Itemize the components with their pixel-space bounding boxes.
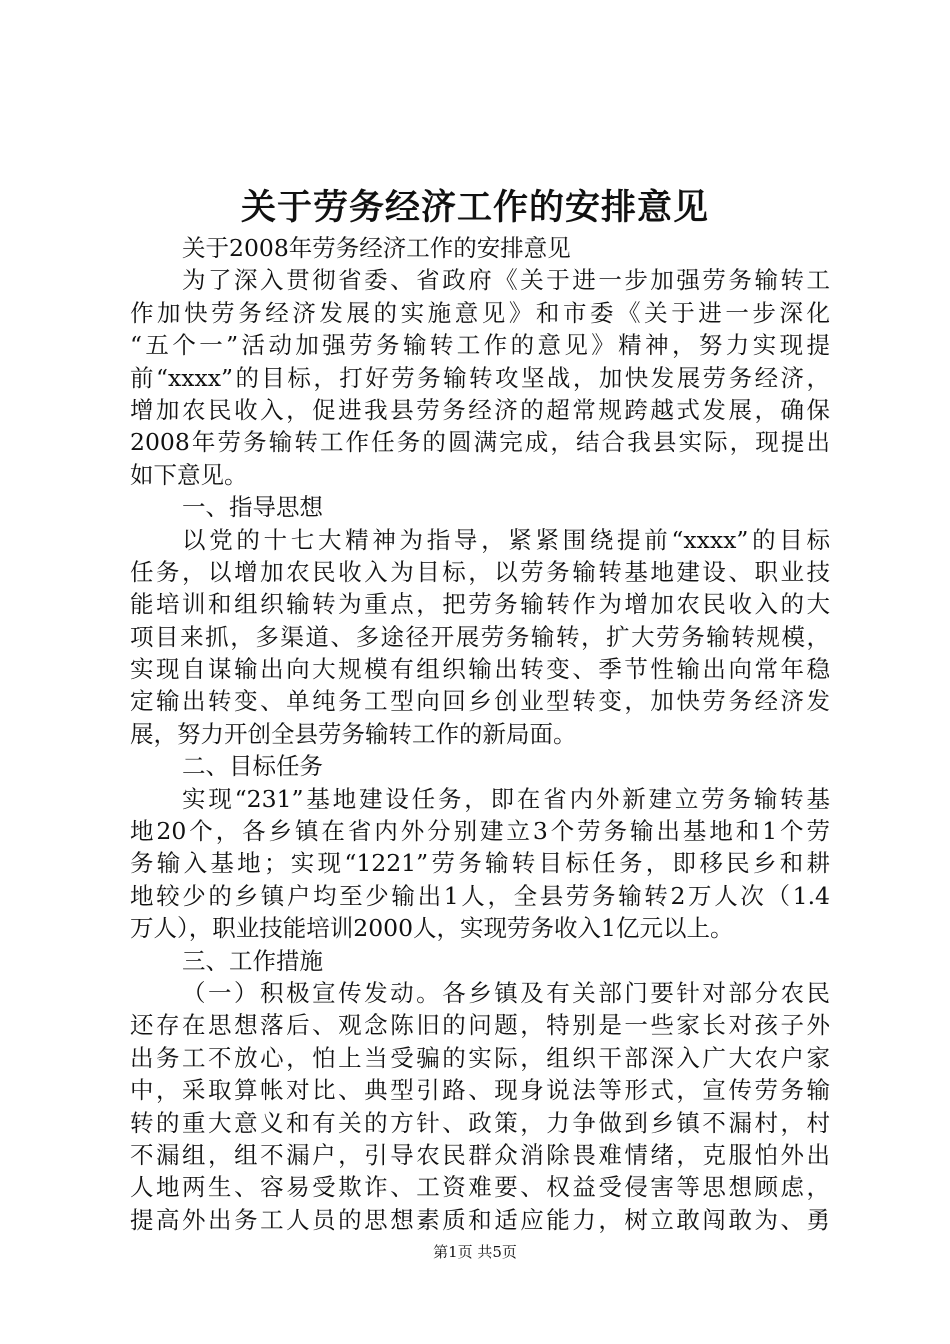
text-line: 定输出转变、单纯务工型向回乡创业型转变，加快劳务经济发	[130, 687, 830, 716]
text-line: （一）积极宣传发动。各乡镇及有关部门要针对部分农民	[182, 978, 830, 1007]
text-line: 项目来抓，多渠道、多途径开展劳务输转，扩大劳务输转规模，	[130, 622, 830, 651]
text-line: 以党的十七大精神为指导，紧紧围绕提前“xxxx”的目标	[182, 525, 830, 554]
section-heading: 三、工作措施	[182, 946, 323, 975]
text-line: 任务，以增加农民收入为目标，以劳务输转基地建设、职业技	[130, 557, 830, 586]
section-heading: 一、指导思想	[182, 493, 323, 522]
text-line: 万人），职业技能培训2000人，实现劳务收入1亿元以上。	[130, 914, 734, 943]
text-line: 地较少的乡镇户均至少输出1人，全县劳务输转2万人次（1.4	[130, 881, 830, 910]
text-line: 还存在思想落后、观念陈旧的问题，特别是一些家长对孩子外	[130, 1011, 830, 1040]
text-line: 实现“231”基地建设任务，即在省内外新建立劳务输转基	[182, 784, 830, 813]
text-line: 前“xxxx”的目标，打好劳务输转攻坚战，加快发展劳务经济，	[130, 363, 830, 392]
text-line: 务输入基地；实现“1221”劳务输转目标任务，即移民乡和耕	[130, 849, 830, 878]
page-footer: 第1页 共5页	[433, 1243, 517, 1261]
text-line: 为了深入贯彻省委、省政府《关于进一步加强劳务输转工	[182, 266, 830, 295]
document-title: 关于劳务经济工作的安排意见	[240, 187, 709, 228]
text-line: 出务工不放心，怕上当受骗的实际，组织干部深入广大农户家	[130, 1043, 830, 1072]
text-line: 2008年劳务输转工作任务的圆满完成，结合我县实际，现提出	[130, 428, 830, 457]
text-line: 增加农民收入，促进我县劳务经济的超常规跨越式发展，确保	[130, 395, 830, 424]
text-line: 能培训和组织输转为重点，把劳务输转作为增加农民收入的大	[130, 590, 830, 619]
document-body	[130, 232, 830, 1236]
text-line: 转的重大意义和有关的方针、政策，力争做到乡镇不漏村，村	[130, 1108, 830, 1137]
text-line: 人地两生、容易受欺诈、工资难要、权益受侵害等思想顾虑，	[130, 1173, 830, 1202]
text-line: 实现自谋输出向大规模有组织输出转变、季节性输出向常年稳	[130, 655, 830, 684]
text-line: 作加快劳务经济发展的实施意见》和市委《关于进一步深化	[130, 298, 830, 327]
text-line: 不漏组，组不漏户，引导农民群众消除畏难情绪，克服怕外出	[130, 1140, 830, 1169]
text-line: 中，采取算帐对比、典型引路、现身说法等形式，宣传劳务输	[130, 1076, 830, 1105]
text-line: 如下意见。	[130, 460, 248, 489]
text-line: 地20个，各乡镇在省内外分别建立3个劳务输出基地和1个劳	[130, 817, 830, 846]
text-line: 关于2008年劳务经济工作的安排意见	[182, 234, 571, 262]
text-line: 展，努力开创全县劳务输转工作的新局面。	[130, 719, 577, 748]
text-line: 提高外出务工人员的思想素质和适应能力，树立敢闯敢为、勇	[130, 1205, 830, 1234]
section-heading: 二、目标任务	[182, 752, 323, 781]
text-line: “五个一”活动加强劳务输转工作的意见》精神，努力实现提	[130, 331, 830, 360]
